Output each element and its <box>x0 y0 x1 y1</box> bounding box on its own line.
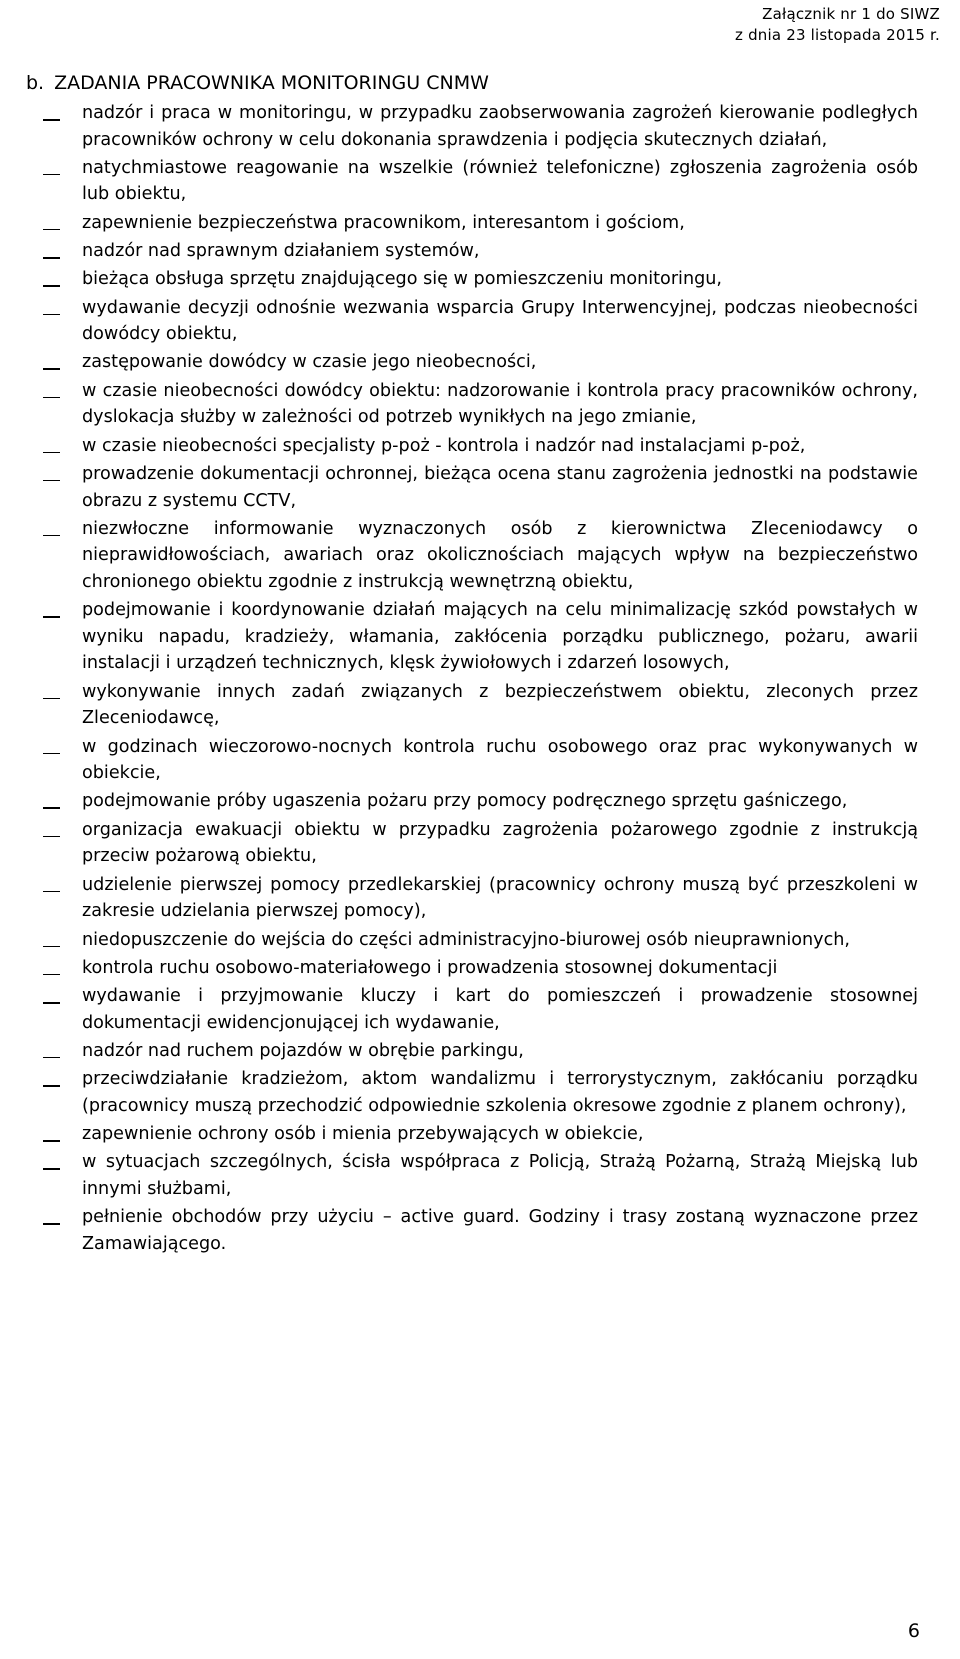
list-item <box>43 983 918 1036</box>
list-item <box>43 295 918 348</box>
section-letter: b. <box>26 72 45 94</box>
task-list <box>43 100 918 1259</box>
dash-bullet-icon <box>43 698 60 700</box>
dash-bullet-icon <box>43 1223 60 1225</box>
list-item-text: podejmowanie i koordynowanie działań mających na celu minimalizację szkód powstałych w wyniku napadu, kradzieży, włamania, zakłócenia porządku publicznego, pożaru, awarii instalacji i urządzeń technicznych, klęsk żywiołowych i zdarzeń losowych, <box>82 600 918 674</box>
list-item-text: wydawanie decyzji odnośnie wezwania wsparcia Grupy Interwencyjnej, podczas nieobecności dowódcy obiektu, <box>82 297 918 345</box>
section-title: ZADANIA PRACOWNIKA MONITORINGU CNMW <box>54 72 489 94</box>
list-item-text: kontrola ruchu osobowo-materiałowego i prowadzenia stosownej dokumentacji <box>82 957 778 978</box>
list-item-text: w czasie nieobecności dowódcy obiektu: nadzorowanie i kontrola pracy pracowników ochrony, dyslokacja służby w zależności od potrzeb wynikłych na jego zmianie, <box>82 380 918 428</box>
list-item-text: pełnienie obchodów przy użyciu – active guard. Godziny i trasy zostaną wyznaczone przez Zamawiającego. <box>82 1207 918 1254</box>
list-item <box>43 597 918 677</box>
list-item <box>43 516 918 596</box>
list-item-text: niedopuszczenie do wejścia do części administracyjno-biurowej osób nieuprawnionych, <box>82 929 850 950</box>
dash-bullet-icon <box>43 1168 60 1170</box>
dash-bullet-icon <box>43 753 60 755</box>
list-item <box>43 872 918 925</box>
list-item <box>43 1204 918 1257</box>
dash-bullet-icon <box>43 397 60 399</box>
dash-bullet-icon <box>43 836 60 838</box>
list-item <box>43 461 918 514</box>
list-item <box>43 1121 918 1148</box>
list-item <box>43 1066 918 1119</box>
list-item-text: bieżąca obsługa sprzętu znajdującego się w pomieszczeniu monitoringu, <box>82 269 723 290</box>
list-item <box>43 1038 918 1065</box>
list-item-text: zapewnienie bezpieczeństwa pracownikom, interesantom i gościom, <box>82 212 685 233</box>
section-heading <box>26 70 906 96</box>
attachment-line: Załącznik nr 1 do SIWZ <box>762 5 940 23</box>
dash-bullet-icon <box>43 1140 60 1142</box>
list-item-text: prowadzenie dokumentacji ochronnej, bieżąca ocena stanu zagrożenia jednostki na podstawie obrazu z systemu CCTV, <box>82 463 918 511</box>
dash-bullet-icon <box>43 1057 60 1059</box>
list-item <box>43 238 918 265</box>
list-item-text: nadzór nad sprawnym działaniem systemów, <box>82 241 480 262</box>
dash-bullet-icon <box>43 807 60 809</box>
list-item <box>43 788 918 815</box>
list-item-text: nadzór i praca w monitoringu, w przypadku zaobserwowania zagrożeń kierowanie podległych pracowników ochrony w celu dokonania sprawdzenia i podjęcia skutecznych działań, <box>82 103 918 150</box>
list-item-text: natychmiastowe reagowanie na wszelkie (również telefoniczne) zgłoszenia zagrożenia osób lub obiektu, <box>82 157 918 205</box>
dash-bullet-icon <box>43 891 60 893</box>
list-item <box>43 734 918 787</box>
list-item <box>43 100 918 153</box>
dash-bullet-icon <box>43 535 60 537</box>
attachment-header <box>580 4 940 46</box>
list-item <box>43 433 918 460</box>
list-item <box>43 817 918 870</box>
dash-bullet-icon <box>43 452 60 454</box>
dash-bullet-icon <box>43 1002 60 1004</box>
list-item-text: w czasie nieobecności specjalisty p-poż - kontrola i nadzór nad instalacjami p-poż, <box>82 435 806 456</box>
list-item-text: udzielenie pierwszej pomocy przedlekarskiej (pracownicy ochrony muszą być przeszkoleni w zakresie udzielania pierwszej pomocy), <box>82 874 918 922</box>
list-item <box>43 955 918 982</box>
list-item-text: przeciwdziałanie kradzieżom, aktom wandalizmu i terrorystycznym, zakłócaniu porządku (pracownicy muszą przechodzić odpowiednie szkolenia okresowe zgodnie z planem ochrony), <box>82 1069 918 1116</box>
list-item-text: nadzór nad ruchem pojazdów w obrębie parkingu, <box>82 1040 524 1061</box>
list-item-text: zapewnienie ochrony osób i mienia przebywających w obiekcie, <box>82 1124 644 1145</box>
list-item-text: niezwłoczne informowanie wyznaczonych osób z kierownictwa Zleceniodawcy o nieprawidłowościach, awariach oraz okolicznościach mających wpływ na bezpieczeństwo chronionego obiektu zgodnie z instrukcją wewnętrzną obiektu, <box>82 518 918 592</box>
list-item <box>43 155 918 208</box>
dash-bullet-icon <box>43 229 60 231</box>
dash-bullet-icon <box>43 119 60 121</box>
list-item <box>43 266 918 293</box>
page-number: 6 <box>907 1620 920 1642</box>
dash-bullet-icon <box>43 257 60 259</box>
dash-bullet-icon <box>43 946 60 948</box>
list-item <box>43 378 918 431</box>
list-item-text: wykonywanie innych zadań związanych z bezpieczeństwem obiektu, zleconych przez Zleceniodawcę, <box>82 681 918 729</box>
dash-bullet-icon <box>43 285 60 287</box>
list-item-text: organizacja ewakuacji obiektu w przypadku zagrożenia pożarowego zgodnie z instrukcją przeciw pożarową obiektu, <box>82 819 918 867</box>
list-item <box>43 927 918 954</box>
list-item-text: w sytuacjach szczególnych, ścisła współpraca z Policją, Strażą Pożarną, Strażą Miejską lub innymi służbami, <box>82 1152 918 1199</box>
list-item-text: podejmowanie próby ugaszenia pożaru przy pomocy podręcznego sprzętu gaśniczego, <box>82 791 848 812</box>
dash-bullet-icon <box>43 480 60 482</box>
dash-bullet-icon <box>43 368 60 370</box>
dash-bullet-icon <box>43 616 60 618</box>
dash-bullet-icon <box>43 974 60 976</box>
dash-bullet-icon <box>43 314 60 316</box>
list-item <box>43 210 918 237</box>
attachment-date: z dnia 23 listopada 2015 r. <box>735 26 940 44</box>
list-item-text: wydawanie i przyjmowanie kluczy i kart do pomieszczeń i prowadzenie stosownej dokumentacji ewidencjonującej ich wydawanie, <box>82 986 918 1033</box>
list-item <box>43 1149 918 1202</box>
dash-bullet-icon <box>43 1085 60 1087</box>
list-item-text: zastępowanie dowódcy w czasie jego nieobecności, <box>82 352 537 373</box>
list-item <box>43 679 918 732</box>
list-item-text: w godzinach wieczorowo-nocnych kontrola ruchu osobowego oraz prac wykonywanych w obiekcie, <box>82 736 918 784</box>
list-item <box>43 349 918 376</box>
dash-bullet-icon <box>43 174 60 176</box>
